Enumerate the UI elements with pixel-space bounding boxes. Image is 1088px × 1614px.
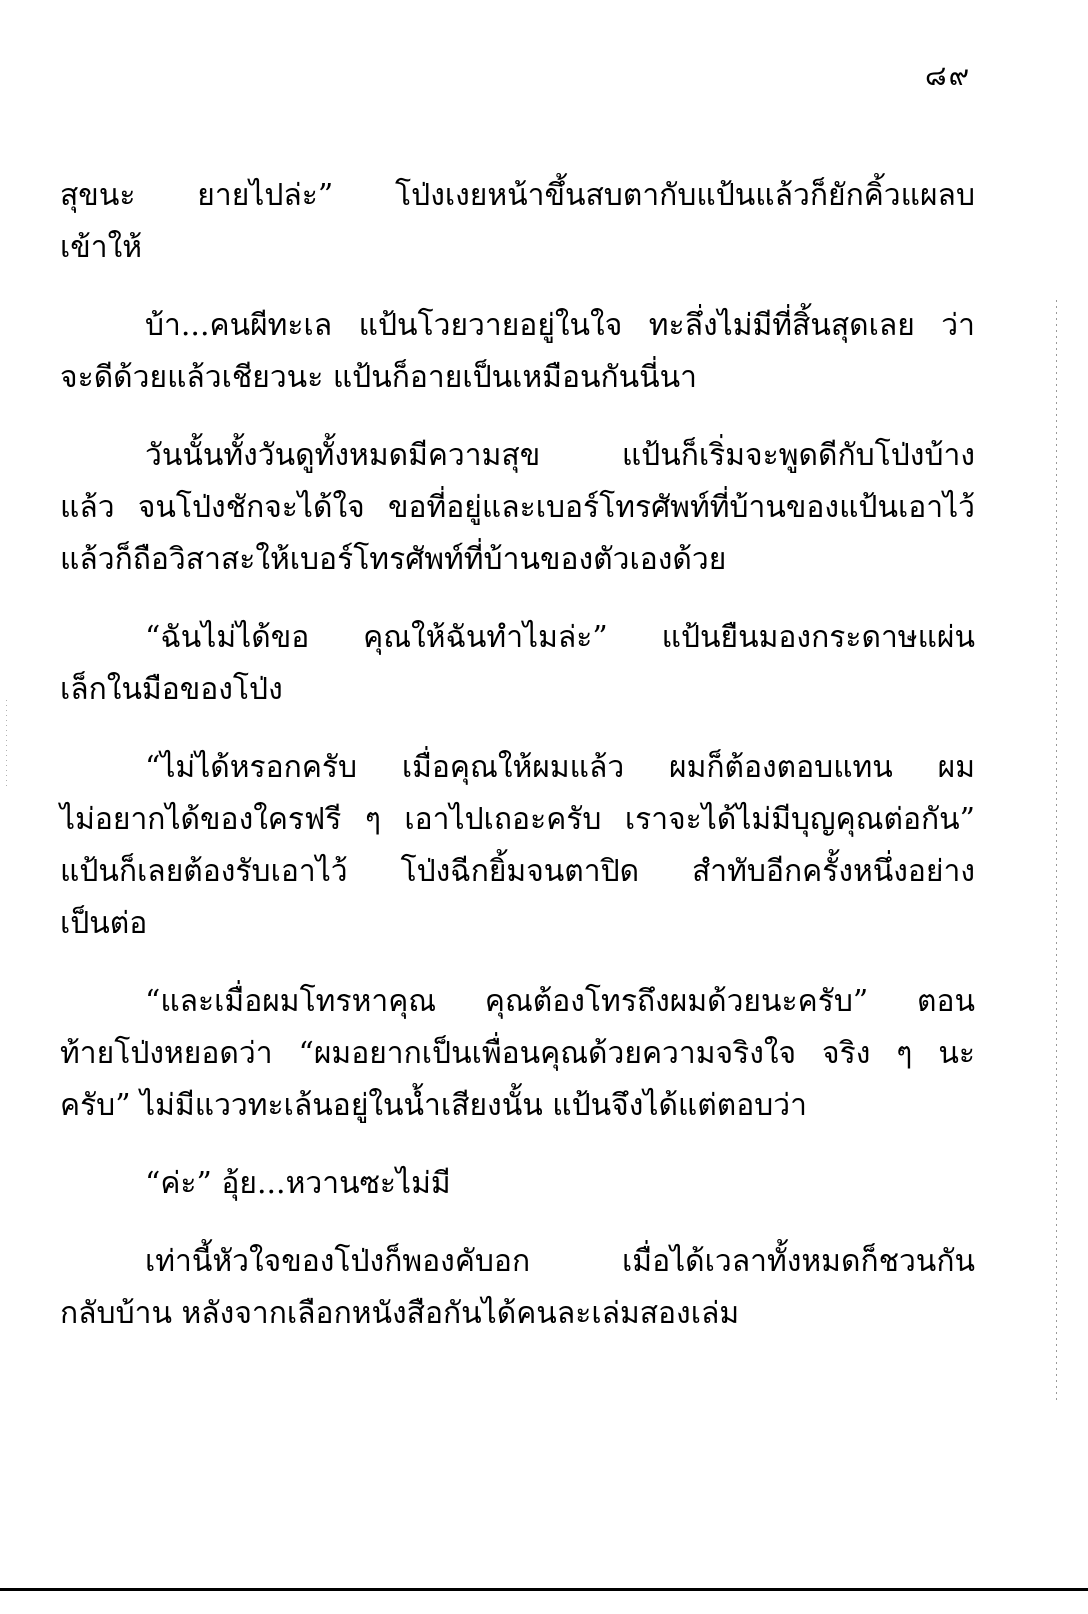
text-line: “ค่ะ” อุ้ย...หวานซะไม่มี: [145, 1166, 451, 1201]
text-line: “และเมื่อผมโทรหาคุณ คุณต้องโทรถึงผมด้วยนะครับ” ตอน: [145, 984, 975, 1019]
text-line: เล็กในมือของโป่ง: [60, 672, 283, 707]
scan-margin-mark: [6, 700, 7, 790]
text-line: บ้า...คนผีทะเล แป้นโวยวายอยู่ในใจ ทะลึ่งไม่มีที่สิ้นสุดเลย ว่า: [145, 308, 975, 343]
text-line: จะดีด้วยแล้วเชียวนะ แป้นก็อายเป็นเหมือนกันนี่นา: [60, 360, 698, 395]
text-line: ท้ายโป่งหยอดว่า “ผมอยากเป็นเพื่อนคุณด้วยความจริงใจ จริง ๆ นะ: [60, 1036, 975, 1071]
text-line: แล้ว จนโป่งชักจะได้ใจ ขอที่อยู่และเบอร์โทรศัพท์ที่บ้านของแป้นเอาไว้: [60, 490, 975, 525]
paragraph: [60, 1236, 975, 1340]
text-line: ครับ” ไม่มีแววทะเล้นอยู่ในน้ำเสียงนั้น แป้นจึงได้แต่ตอบว่า: [60, 1088, 807, 1123]
text-line: สุขนะ ยายไปล่ะ” โป่งเงยหน้าขึ้นสบตากับแป้นแล้วก็ยักคิ้วแผลบ: [60, 178, 975, 213]
text-line: แล้วก็ถือวิสาสะให้เบอร์โทรศัพท์ที่บ้านของตัวเองด้วย: [60, 542, 727, 577]
text-line: วันนั้นทั้งวันดูทั้งหมดมีความสุข แป้นก็เริ่มจะพูดดีกับโป่งบ้าง: [145, 438, 975, 473]
paragraph: [60, 1158, 975, 1210]
text-line: เข้าให้: [60, 230, 143, 265]
paragraph: [60, 976, 975, 1132]
page-number: ๘๙: [925, 59, 972, 92]
text-line: แป้นก็เลยต้องรับเอาไว้ โป่งฉีกยิ้มจนตาปิด สำทับอีกครั้งหนึ่งอย่าง: [60, 854, 975, 889]
text-line: “ไม่ได้หรอกครับ เมื่อคุณให้ผมแล้ว ผมก็ต้องตอบแทน ผม: [145, 750, 975, 785]
body-text: [60, 170, 975, 1340]
paragraph: [60, 300, 975, 404]
text-line: ไม่อยากได้ของใครฟรี ๆ เอาไปเถอะครับ เราจะได้ไม่มีบุญคุณต่อกัน”: [60, 802, 975, 837]
text-line: กลับบ้าน หลังจากเลือกหนังสือกันได้คนละเล่มสองเล่ม: [60, 1296, 740, 1331]
scan-edge-line: [1056, 300, 1057, 1400]
paragraph: [60, 612, 975, 716]
paragraph: [60, 742, 975, 950]
paragraph: [60, 170, 975, 274]
text-line: เป็นต่อ: [60, 906, 148, 941]
page-bottom-rule: [0, 1588, 1088, 1591]
paragraph: [60, 430, 975, 586]
text-line: “ฉันไม่ได้ขอ คุณให้ฉันทำไมล่ะ” แป้นยืนมองกระดาษแผ่น: [145, 620, 975, 655]
text-line: เท่านี้หัวใจของโป่งก็พองคับอก เมื่อได้เวลาทั้งหมดก็ชวนกัน: [145, 1244, 975, 1279]
